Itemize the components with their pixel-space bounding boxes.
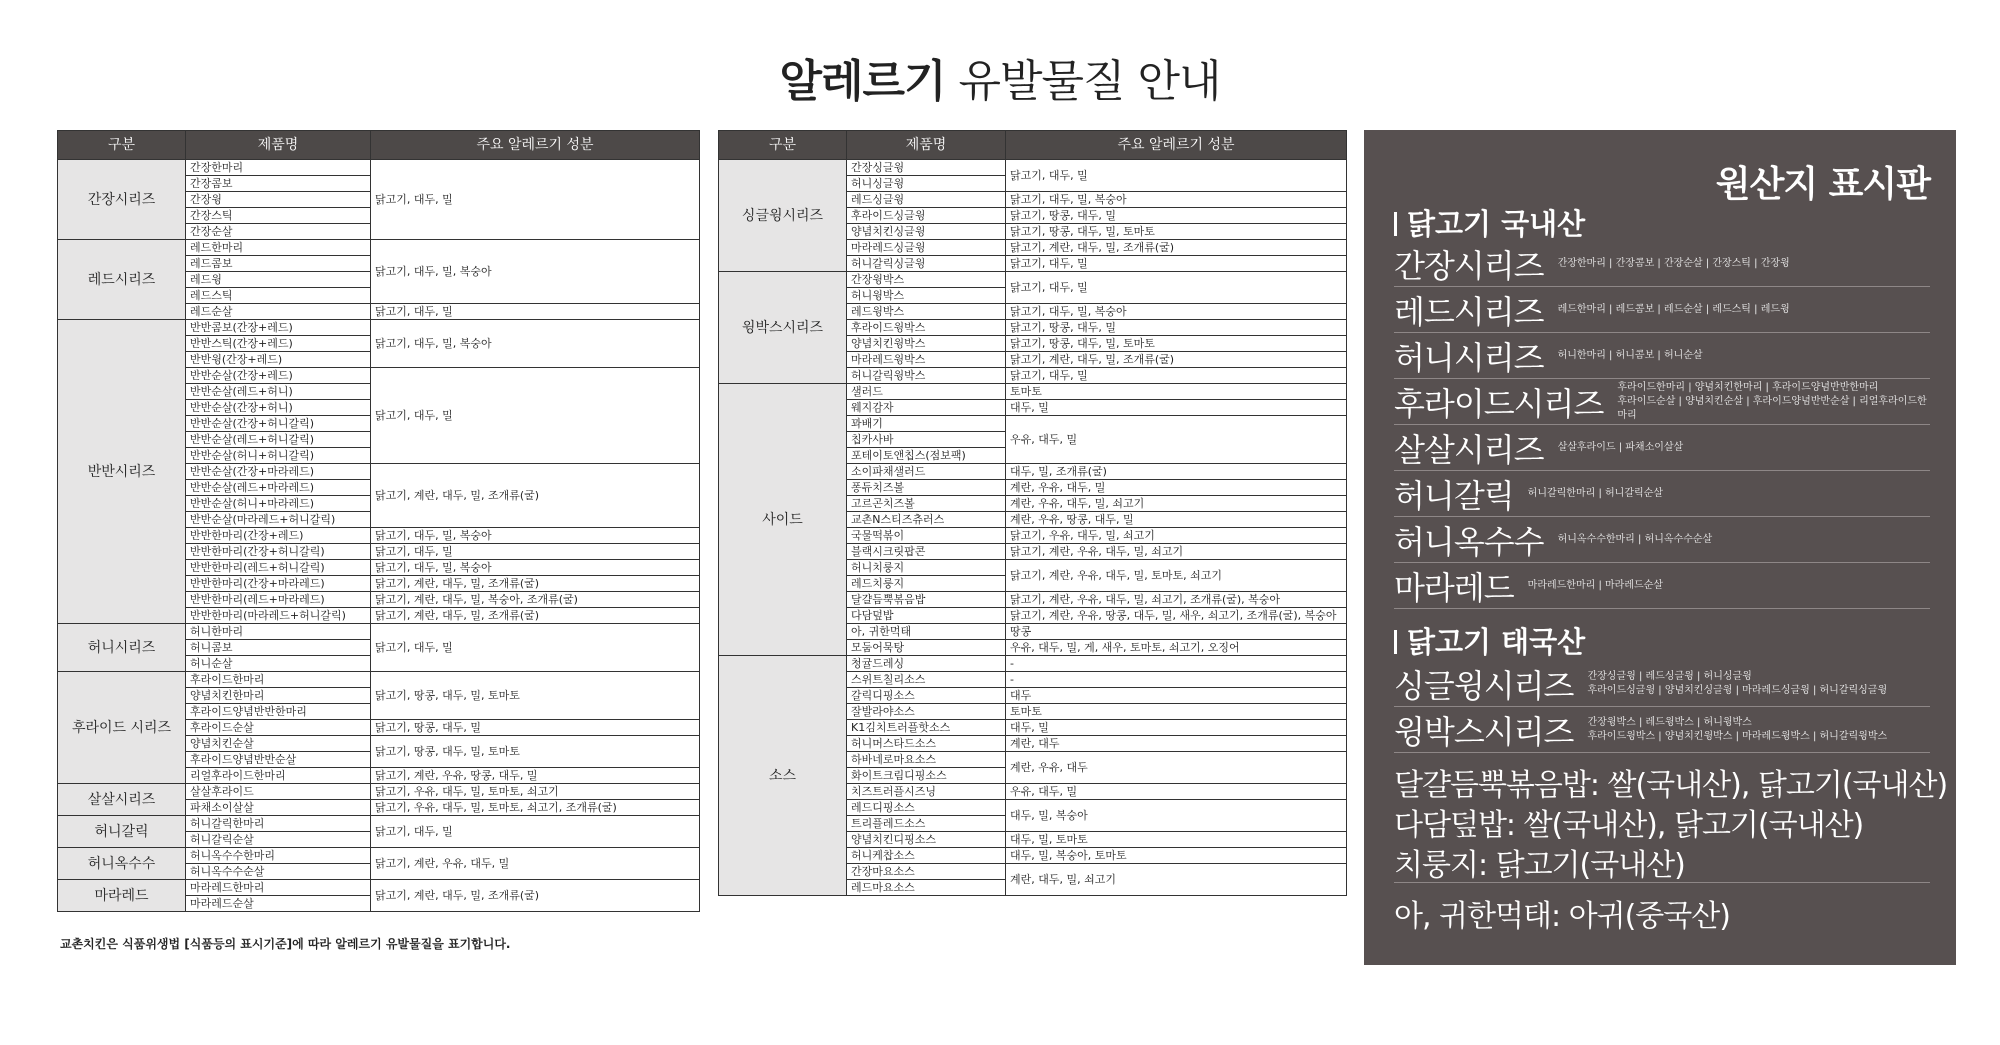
allergen-cell: 닭고기, 우유, 대두, 밀, 쇠고기 — [1006, 528, 1347, 544]
series-name: 살살시리즈 — [1394, 431, 1544, 469]
product-cell: 간장한마리 — [186, 160, 371, 176]
product-cell: 반반한마리(마라레드+허니갈릭) — [186, 608, 371, 624]
product-cell: 반반순살(간장+마라레드) — [186, 464, 371, 480]
allergen-cell: 닭고기, 땅콩, 대두, 밀, 토마토 — [371, 736, 700, 768]
product-cell: 모둠어묵탕 — [847, 640, 1006, 656]
series-items — [1587, 716, 1887, 744]
allergen-cell: 닭고기, 우유, 대두, 밀, 토마토, 쇠고기, 조개류(굴) — [371, 800, 700, 816]
allergen-cell: 닭고기, 대두, 밀 — [371, 304, 700, 320]
header-allergen: 주요 알레르기 성분 — [1006, 131, 1347, 160]
origin-row — [1394, 708, 1930, 753]
product-cell: 허니갈릭싱글윙 — [847, 256, 1006, 272]
category-cell: 후라이드 시리즈 — [58, 672, 186, 784]
thai-heading: 닭고기 태국산 — [1394, 620, 1585, 661]
allergen-cell: 닭고기, 대두, 밀, 복숭아 — [371, 240, 700, 304]
category-cell: 레드시리즈 — [58, 240, 186, 320]
product-cell: 고르곤치즈볼 — [847, 496, 1006, 512]
series-items — [1558, 441, 1684, 455]
origin-row — [1394, 472, 1930, 517]
series-items — [1558, 533, 1713, 547]
product-cell: 반반한마리(레드+허니갈릭) — [186, 560, 371, 576]
origin-row — [1394, 564, 1930, 609]
header-category: 구분 — [58, 131, 186, 160]
product-cell: 레드디핑소스 — [847, 800, 1006, 816]
allergen-cell: 닭고기, 계란, 우유, 대두, 밀, 토마토, 쇠고기 — [1006, 560, 1347, 592]
product-cell: 간장싱글윙 — [847, 160, 1006, 176]
domestic-heading: 닭고기 국내산 — [1394, 202, 1585, 243]
product-cell: 반반윙(간장+레드) — [186, 352, 371, 368]
product-cell: 후라이드양념반반한마리 — [186, 704, 371, 720]
product-cell: 양념치킨윙박스 — [847, 336, 1006, 352]
table-row — [58, 624, 700, 640]
footnote: 교촌치킨은 식품위생법 [식품등의 표시기준]에 따라 알레르기 유발물질을 표기합니다. — [60, 937, 511, 951]
product-cell: 마라레드순살 — [186, 896, 371, 912]
product-cell: 마라레드한마리 — [186, 880, 371, 896]
product-cell: 후라이드양념반반순살 — [186, 752, 371, 768]
product-cell: 허니순살 — [186, 656, 371, 672]
allergen-cell: 닭고기, 땅콩, 대두, 밀, 토마토 — [1006, 224, 1347, 240]
allergen-cell: - — [1006, 656, 1347, 672]
category-cell: 간장시리즈 — [58, 160, 186, 240]
allergen-cell: 토마토 — [1006, 384, 1347, 400]
table-row — [58, 880, 700, 896]
header-allergen: 주요 알레르기 성분 — [371, 131, 700, 160]
origin-note: 치룽지: 닭고기(국내산) — [1394, 848, 1685, 883]
product-cell: 반반한마리(간장+허니갈릭) — [186, 544, 371, 560]
product-cell: 살살후라이드 — [186, 784, 371, 800]
product-cell: 반반순살(간장+허니갈릭) — [186, 416, 371, 432]
allergen-cell: 대두, 밀, 조개류(굴) — [1006, 464, 1347, 480]
product-cell: 반반순살(레드+마라레드) — [186, 480, 371, 496]
category-cell: 허니시리즈 — [58, 624, 186, 672]
allergen-cell: 계란, 대두, 밀, 쇠고기 — [1006, 864, 1347, 896]
product-cell: 간장윙박스 — [847, 272, 1006, 288]
category-cell: 반반시리즈 — [58, 320, 186, 624]
product-cell: 레드스틱 — [186, 288, 371, 304]
allergen-cell: 닭고기, 계란, 대두, 밀, 복숭아, 조개류(굴) — [371, 592, 700, 608]
heading-bar — [1394, 212, 1397, 236]
product-cell: 마라레드윙박스 — [847, 352, 1006, 368]
category-cell: 허니갈릭 — [58, 816, 186, 848]
product-cell: 허니갈릭한마리 — [186, 816, 371, 832]
allergen-cell: 닭고기, 대두, 밀 — [371, 544, 700, 560]
product-cell: 웨지감자 — [847, 400, 1006, 416]
origin-row — [1394, 380, 1930, 425]
product-cell: 반반순살(허니+마라레드) — [186, 496, 371, 512]
table-row — [719, 272, 1347, 288]
series-name: 레드시리즈 — [1394, 293, 1544, 331]
product-cell: 반반콤보(간장+레드) — [186, 320, 371, 336]
allergen-cell: 닭고기, 대두, 밀 — [1006, 272, 1347, 304]
product-cell: 레드치룽지 — [847, 576, 1006, 592]
allergen-cell: 대두, 밀, 복숭아, 토마토 — [1006, 848, 1347, 864]
allergen-cell: 닭고기, 대두, 밀 — [371, 624, 700, 672]
series-items-line: 허니옥수수한마리 | 허니옥수수순살 — [1557, 534, 1713, 545]
allergen-cell: 닭고기, 대두, 밀, 복숭아 — [1006, 192, 1347, 208]
series-items — [1558, 303, 1790, 317]
product-cell: 레드윙 — [186, 272, 371, 288]
category-cell: 소스 — [719, 656, 847, 896]
product-cell: 달걀듬뿍볶음밥 — [847, 592, 1006, 608]
series-items — [1558, 349, 1703, 363]
category-cell: 마라레드 — [58, 880, 186, 912]
panel-title: 원산지 표시판 — [1715, 164, 1930, 205]
series-items — [1587, 670, 1887, 698]
allergen-cell: 닭고기, 대두, 밀 — [371, 160, 700, 240]
product-cell: 양념치킨순살 — [186, 736, 371, 752]
allergen-cell: 닭고기, 계란, 대두, 밀, 조개류(굴) — [371, 880, 700, 912]
header-product: 제품명 — [847, 131, 1006, 160]
allergen-cell: 닭고기, 땅콩, 대두, 밀 — [371, 720, 700, 736]
allergen-cell: 닭고기, 대두, 밀, 복숭아 — [371, 560, 700, 576]
series-items-line: 마라레드한마리 | 마라레드순살 — [1527, 580, 1663, 591]
series-items — [1617, 381, 1930, 423]
table-row — [719, 384, 1347, 400]
product-cell: 화이트크림디핑소스 — [847, 768, 1006, 784]
product-cell: 블랙시크릿팝콘 — [847, 544, 1006, 560]
origin-note: 다담덮밥: 쌀(국내산), 닭고기(국내산) — [1394, 808, 1864, 843]
product-cell: 국물떡볶이 — [847, 528, 1006, 544]
series-name: 마라레드 — [1394, 569, 1514, 607]
product-cell: 퐁듀치즈볼 — [847, 480, 1006, 496]
product-cell: 반반순살(허니+허니갈릭) — [186, 448, 371, 464]
origin-row — [1394, 426, 1930, 471]
product-cell: 칩카사바 — [847, 432, 1006, 448]
product-cell: 후라이드윙박스 — [847, 320, 1006, 336]
allergen-cell: 닭고기, 계란, 우유, 대두, 밀, 쇠고기 — [1006, 544, 1347, 560]
product-cell: 후라이드싱글윙 — [847, 208, 1006, 224]
allergen-cell: 닭고기, 땅콩, 대두, 밀, 토마토 — [371, 672, 700, 720]
allergen-table-1 — [57, 130, 700, 912]
product-cell: 교촌N스티즈츄러스 — [847, 512, 1006, 528]
series-items — [1528, 487, 1663, 501]
product-cell: K1김치트러플핫소스 — [847, 720, 1006, 736]
series-items — [1528, 579, 1663, 593]
product-cell: 허니싱글윙 — [847, 176, 1006, 192]
product-cell: 레드한마리 — [186, 240, 371, 256]
product-cell: 반반한마리(간장+레드) — [186, 528, 371, 544]
product-cell: 레드싱글윙 — [847, 192, 1006, 208]
product-cell: 청귤드레싱 — [847, 656, 1006, 672]
table-row — [58, 320, 700, 336]
series-items-line: 살살후라이드 | 파채소이살살 — [1557, 442, 1684, 453]
product-cell: 허니한마리 — [186, 624, 371, 640]
category-cell: 윙박스시리즈 — [719, 272, 847, 384]
series-name: 싱글윙시리즈 — [1394, 667, 1574, 705]
allergen-cell: 닭고기, 대두, 밀, 복숭아 — [371, 320, 700, 368]
product-cell: 반반한마리(레드+마라레드) — [186, 592, 371, 608]
product-cell: 간장스틱 — [186, 208, 371, 224]
product-cell: 트리플레드소스 — [847, 816, 1006, 832]
series-items-line: 레드한마리 | 레드콤보 | 레드순살 | 레드스틱 | 레드윙 — [1557, 304, 1790, 315]
allergen-cell: 계란, 우유, 대두, 밀, 쇠고기 — [1006, 496, 1347, 512]
allergen-cell: 대두 — [1006, 688, 1347, 704]
category-cell: 허니옥수수 — [58, 848, 186, 880]
product-cell: 반반순살(마라레드+허니갈릭) — [186, 512, 371, 528]
allergen-cell: 닭고기, 땅콩, 대두, 밀, 토마토 — [1006, 336, 1347, 352]
table-row — [719, 656, 1347, 672]
category-cell: 살살시리즈 — [58, 784, 186, 816]
series-name: 허니옥수수 — [1394, 523, 1544, 561]
product-cell: 갈릭디핑소스 — [847, 688, 1006, 704]
series-items-line: 후라이드윙박스 | 양념치킨윙박스 | 마라레드윙박스 | 허니갈릭윙박스 — [1587, 731, 1888, 742]
product-cell: 반반순살(레드+허니) — [186, 384, 371, 400]
series-name: 간장시리즈 — [1394, 247, 1544, 285]
product-cell: 레드콤보 — [186, 256, 371, 272]
table-row — [58, 240, 700, 256]
allergen-cell: 우유, 대두, 밀, 게, 새우, 토마토, 쇠고기, 오징어 — [1006, 640, 1347, 656]
product-cell: 양념치킨디핑소스 — [847, 832, 1006, 848]
series-items-line: 간장싱글윙 | 레드싱글윙 | 허니싱글윙 — [1587, 671, 1752, 682]
product-cell: 간장윙 — [186, 192, 371, 208]
product-cell: 잘발라야소스 — [847, 704, 1006, 720]
series-items — [1558, 257, 1790, 271]
product-cell: 파채소이살살 — [186, 800, 371, 816]
product-cell: 반반순살(레드+허니갈릭) — [186, 432, 371, 448]
allergen-cell: 닭고기, 계란, 대두, 밀, 조개류(굴) — [1006, 240, 1347, 256]
origin-row — [1394, 242, 1930, 287]
series-items-line: 간장윙박스 | 레드윙박스 | 허니윙박스 — [1587, 717, 1752, 728]
allergen-cell: 대두, 밀 — [1006, 400, 1347, 416]
product-cell: 허니치룽지 — [847, 560, 1006, 576]
product-cell: 후라이드순살 — [186, 720, 371, 736]
product-cell: 허니머스타드소스 — [847, 736, 1006, 752]
allergen-cell: 닭고기, 계란, 대두, 밀, 조개류(굴) — [1006, 352, 1347, 368]
allergen-cell: 토마토 — [1006, 704, 1347, 720]
allergen-cell: 우유, 대두, 밀 — [1006, 784, 1347, 800]
allergen-cell: 닭고기, 계란, 대두, 밀, 조개류(굴) — [371, 464, 700, 528]
allergen-cell: 닭고기, 계란, 우유, 땅콩, 대두, 밀, 새우, 쇠고기, 조개류(굴), 복숭아 — [1006, 608, 1347, 624]
allergen-cell: 닭고기, 대두, 밀 — [1006, 256, 1347, 272]
allergen-cell: 대두, 밀 — [1006, 720, 1347, 736]
series-name: 윙박스시리즈 — [1394, 713, 1574, 751]
allergen-cell: 닭고기, 계란, 우유, 대두, 밀, 쇠고기, 조개류(굴), 복숭아 — [1006, 592, 1347, 608]
header-category: 구분 — [719, 131, 847, 160]
allergen-cell: 대두, 밀, 토마토 — [1006, 832, 1347, 848]
category-cell: 싱글윙시리즈 — [719, 160, 847, 272]
allergen-cell: 계란, 우유, 대두, 밀 — [1006, 480, 1347, 496]
product-cell: 치즈트러플시즈닝 — [847, 784, 1006, 800]
allergen-cell: 닭고기, 계란, 대두, 밀, 조개류(굴) — [371, 608, 700, 624]
allergen-cell: 닭고기, 땅콩, 대두, 밀 — [1006, 320, 1347, 336]
allergen-cell: 땅콩 — [1006, 624, 1347, 640]
product-cell: 레드윙박스 — [847, 304, 1006, 320]
product-cell: 허니옥수수순살 — [186, 864, 371, 880]
product-cell: 반반한마리(간장+마라레드) — [186, 576, 371, 592]
header-product: 제품명 — [186, 131, 371, 160]
origin-note-last: 아, 귀한먹태: 아귀(중국산) — [1394, 882, 1930, 935]
allergen-cell: 대두, 밀, 복숭아 — [1006, 800, 1347, 832]
series-name: 허니시리즈 — [1394, 339, 1544, 377]
allergen-cell: 닭고기, 대두, 밀 — [371, 816, 700, 848]
heading-bar — [1394, 630, 1397, 654]
allergen-cell: 닭고기, 땅콩, 대두, 밀 — [1006, 208, 1347, 224]
product-cell: 레드마요소스 — [847, 880, 1006, 896]
product-cell: 다담덮밥 — [847, 608, 1006, 624]
allergen-cell: 계란, 우유, 대두 — [1006, 752, 1347, 784]
allergen-cell: 계란, 우유, 땅콩, 대두, 밀 — [1006, 512, 1347, 528]
product-cell: 허니갈릭윙박스 — [847, 368, 1006, 384]
product-cell: 양념치킨싱글윙 — [847, 224, 1006, 240]
series-items-line: 간장한마리 | 간장콤보 | 간장순살 | 간장스틱 | 간장윙 — [1557, 258, 1790, 269]
allergen-cell: 닭고기, 대두, 밀 — [1006, 368, 1347, 384]
allergen-cell: 닭고기, 대두, 밀, 복숭아 — [1006, 304, 1347, 320]
table-row — [58, 848, 700, 864]
product-cell: 아, 귀한먹태 — [847, 624, 1006, 640]
product-cell: 간장마요소스 — [847, 864, 1006, 880]
series-name: 후라이드시리즈 — [1394, 385, 1604, 423]
product-cell: 꽈배기 — [847, 416, 1006, 432]
product-cell: 간장콤보 — [186, 176, 371, 192]
table-row — [58, 784, 700, 800]
allergen-cell: 닭고기, 우유, 대두, 밀, 토마토, 쇠고기 — [371, 784, 700, 800]
product-cell: 허니케찹소스 — [847, 848, 1006, 864]
allergen-cell: 닭고기, 대두, 밀, 복숭아 — [371, 528, 700, 544]
series-items-line: 후라이드싱글윙 | 양념치킨싱글윙 | 마라레드싱글윙 | 허니갈릭싱글윙 — [1587, 685, 1888, 696]
product-cell: 레드순살 — [186, 304, 371, 320]
table-row — [719, 160, 1347, 176]
allergen-cell: 계란, 대두 — [1006, 736, 1347, 752]
origin-panel — [1364, 130, 1956, 965]
product-cell: 반반스틱(간장+레드) — [186, 336, 371, 352]
series-items-line: 후라이드한마리 | 양념치킨한마리 | 후라이드양념반반한마리 — [1617, 382, 1879, 393]
product-cell: 허니콤보 — [186, 640, 371, 656]
product-cell: 간장순살 — [186, 224, 371, 240]
allergen-table-2 — [718, 130, 1347, 896]
allergen-cell: 닭고기, 대두, 밀 — [371, 368, 700, 464]
allergen-cell: 닭고기, 계란, 우유, 땅콩, 대두, 밀 — [371, 768, 700, 784]
allergen-cell: 닭고기, 계란, 우유, 대두, 밀 — [371, 848, 700, 880]
origin-row — [1394, 334, 1930, 379]
page-title: 알레르기 유발물질 안내 — [779, 56, 1221, 107]
origin-row — [1394, 288, 1930, 333]
series-items-line: 허니갈릭한마리 | 허니갈릭순살 — [1527, 488, 1663, 499]
product-cell: 허니갈릭순살 — [186, 832, 371, 848]
allergen-cell: 닭고기, 대두, 밀 — [1006, 160, 1347, 192]
product-cell: 스위트칠리소스 — [847, 672, 1006, 688]
origin-row — [1394, 662, 1930, 707]
series-items-line: 허니한마리 | 허니콤보 | 허니순살 — [1557, 350, 1703, 361]
series-name: 허니갈릭 — [1394, 477, 1514, 515]
product-cell: 반반순살(간장+레드) — [186, 368, 371, 384]
origin-row — [1394, 518, 1930, 563]
allergen-cell: 닭고기, 계란, 대두, 밀, 조개류(굴) — [371, 576, 700, 592]
origin-note: 달걀듬뿍볶음밥: 쌀(국내산), 닭고기(국내산) — [1394, 768, 1948, 803]
product-cell: 샐러드 — [847, 384, 1006, 400]
allergen-cell: 우유, 대두, 밀 — [1006, 416, 1347, 464]
product-cell: 양념치킨한마리 — [186, 688, 371, 704]
product-cell: 리얼후라이드한마리 — [186, 768, 371, 784]
product-cell: 소이파채샐러드 — [847, 464, 1006, 480]
product-cell: 반반순살(간장+허니) — [186, 400, 371, 416]
table-row — [58, 816, 700, 832]
product-cell: 하바네로마요소스 — [847, 752, 1006, 768]
table-row — [58, 672, 700, 688]
table-row — [58, 160, 700, 176]
series-items-line: 후라이드순살 | 양념치킨순살 | 후라이드양념반반순살 | 리얼후라이드한마리 — [1617, 396, 1927, 421]
product-cell: 포테이토앤칩스(점보팩) — [847, 448, 1006, 464]
product-cell: 마라레드싱글윙 — [847, 240, 1006, 256]
product-cell: 후라이드한마리 — [186, 672, 371, 688]
category-cell: 사이드 — [719, 384, 847, 656]
product-cell: 허니옥수수한마리 — [186, 848, 371, 864]
allergen-cell: - — [1006, 672, 1347, 688]
product-cell: 허니윙박스 — [847, 288, 1006, 304]
